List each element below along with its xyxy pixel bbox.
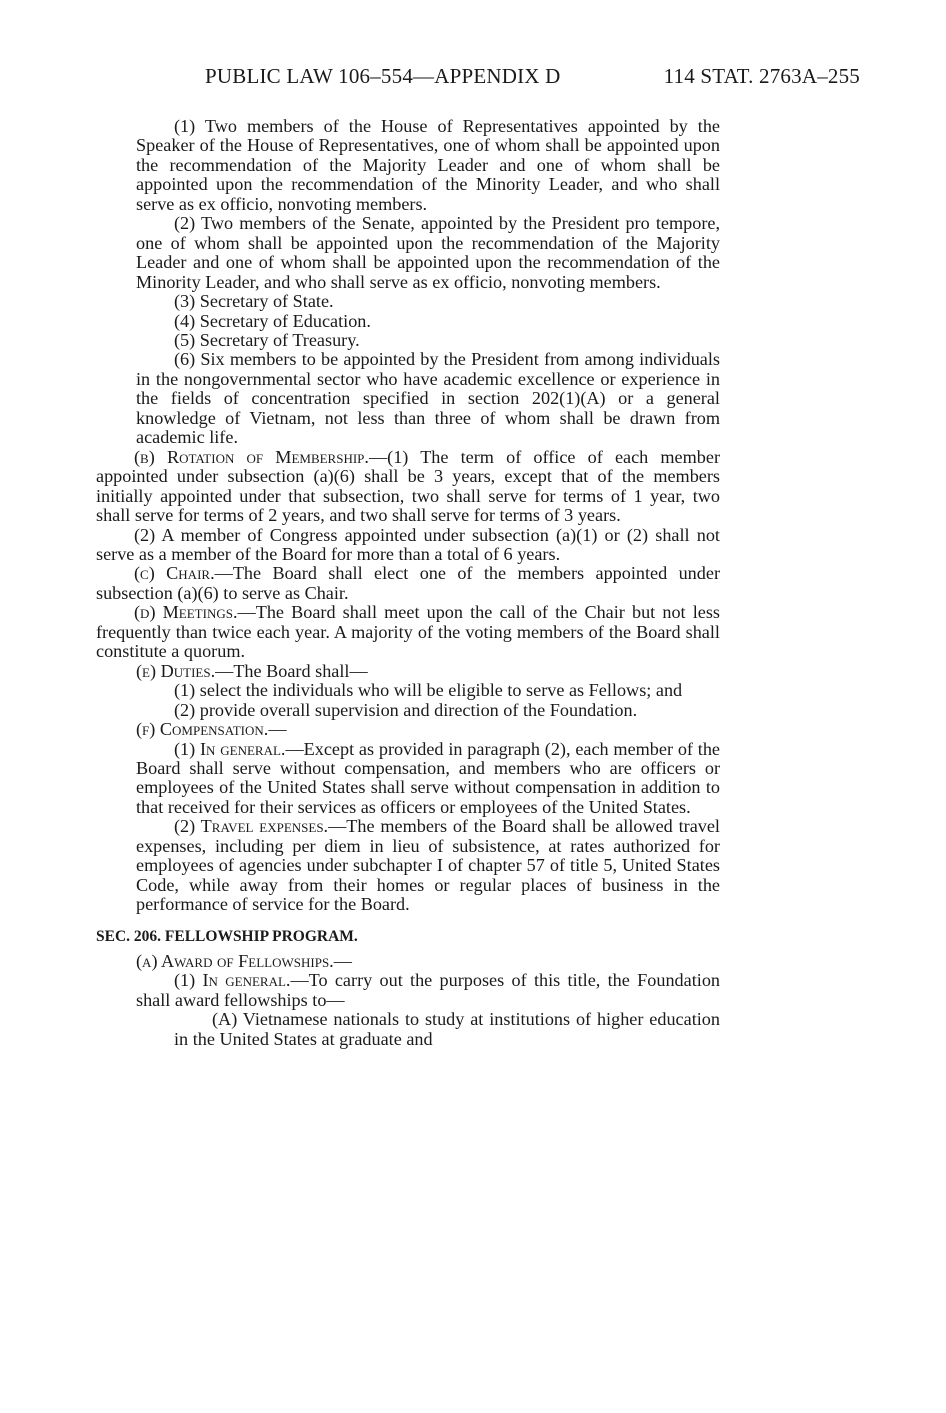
text-f2: —The members of the Board shall be allowed travel expenses, including per diem in lieu of subsistence, at rates authorized for employees of agencies under subchapter I of chapter 57 of title 5, United States Code, while away from their homes or regular places of business in the performance of service for the Board. [136, 816, 720, 915]
heading-f2: (2) Travel expenses. [174, 816, 329, 837]
body-text [96, 117, 720, 1049]
paragraph-e [136, 662, 720, 681]
paragraph-f1 [136, 740, 720, 818]
text-c: —The Board shall elect one of the members appointed under subsection (a)(6) to serve as Chair. [96, 563, 720, 603]
paragraph-b2: (2) A member of Congress appointed under subsection (a)(1) or (2) shall not serve as a member of the Board for more than a total of 6 years. [96, 524, 720, 564]
text-f: — [268, 719, 287, 740]
paragraph-b [96, 448, 720, 526]
heading-f: (f) Compensation. [136, 719, 269, 740]
text-sa1: —To carry out the purposes of this title, the Foundation shall award fellowships to— [136, 970, 721, 1010]
paragraph-a3: (3) Secretary of State. [174, 291, 334, 312]
paragraph-c [96, 564, 720, 603]
paragraph-a6: (6) Six members to be appointed by the President from among individuals in the nongovernmental sector who have academic excellence or experience in the fields of concentration specified in section 202(1)(A) or a general knowledge of Vietnam, not less than three of whom shall be drawn from academic life. [136, 349, 720, 448]
paragraph-sa [136, 952, 720, 971]
header-right: 114 STAT. 2763A–255 [663, 64, 860, 88]
heading-c: (c) Chair. [134, 563, 215, 584]
paragraph-e2: (2) provide overall supervision and direction of the Foundation. [174, 699, 638, 720]
heading-f1: (1) In general. [174, 738, 286, 759]
paragraph-d [96, 603, 720, 661]
text-b: —(1) The term of office of each member appointed under subsection (a)(6) shall be 3 years, except that of the members initially appointed under that subsection, two shall serve for terms of 1 year, two shall serve for terms of 2 years, and two shall serve for terms of 3 years. [96, 446, 720, 526]
header-left: PUBLIC LAW 106–554—APPENDIX D [205, 64, 561, 88]
heading-e: (e) Duties. [136, 660, 216, 681]
heading-sa1: (1) In general. [174, 970, 291, 991]
paragraph-a2: (2) Two members of the Senate, appointed by the President pro tempore, one of whom shall be appointed upon the recommendation of the Majority Leader and one of whom shall be appointed upon the recommendation of the Minority Leader, and who shall serve as ex officio, nonvoting members. [136, 213, 720, 292]
paragraph-sA: (A) Vietnamese nationals to study at institutions of higher education in the United States at graduate and [174, 1009, 720, 1049]
paragraph-a1: (1) Two members of the House of Representatives appointed by the Speaker of the House of Representatives, one of whom shall be appointed upon the recommendation of the Majority Leader and one of whom shall be appointed upon the recommendation of the Minority Leader, and who shall serve as ex officio, nonvoting members. [136, 116, 720, 214]
section-heading: SEC. 206. FELLOWSHIP PROGRAM. [96, 927, 358, 945]
text-d: —The Board shall meet upon the call of the Chair but not less frequently than twice each year. A majority of the voting members of the Board shall constitute a quorum. [96, 602, 720, 662]
heading-d: (d) Meetings. [134, 602, 238, 623]
heading-b: (b) Rotation of Membership. [134, 446, 369, 467]
text-sa: — [333, 951, 352, 972]
text-e: —The Board shall— [215, 660, 368, 681]
paragraph-f2 [136, 817, 720, 914]
heading-sa: (a) Award of Fellowships. [136, 951, 334, 972]
paragraph-f [136, 720, 720, 739]
text-f1: —Except as provided in paragraph (2), each member of the Board shall serve without compensation, and members who are officers or employees of the United States shall serve without compensation in addition to that received for their services as officers or employees of the United States. [136, 738, 720, 817]
paragraph-sa1 [136, 971, 720, 1010]
paragraph-a5: (5) Secretary of Treasury. [174, 329, 360, 350]
paragraph-a4: (4) Secretary of Education. [174, 310, 371, 331]
paragraph-e1: (1) select the individuals who will be eligible to serve as Fellows; and [174, 680, 683, 701]
